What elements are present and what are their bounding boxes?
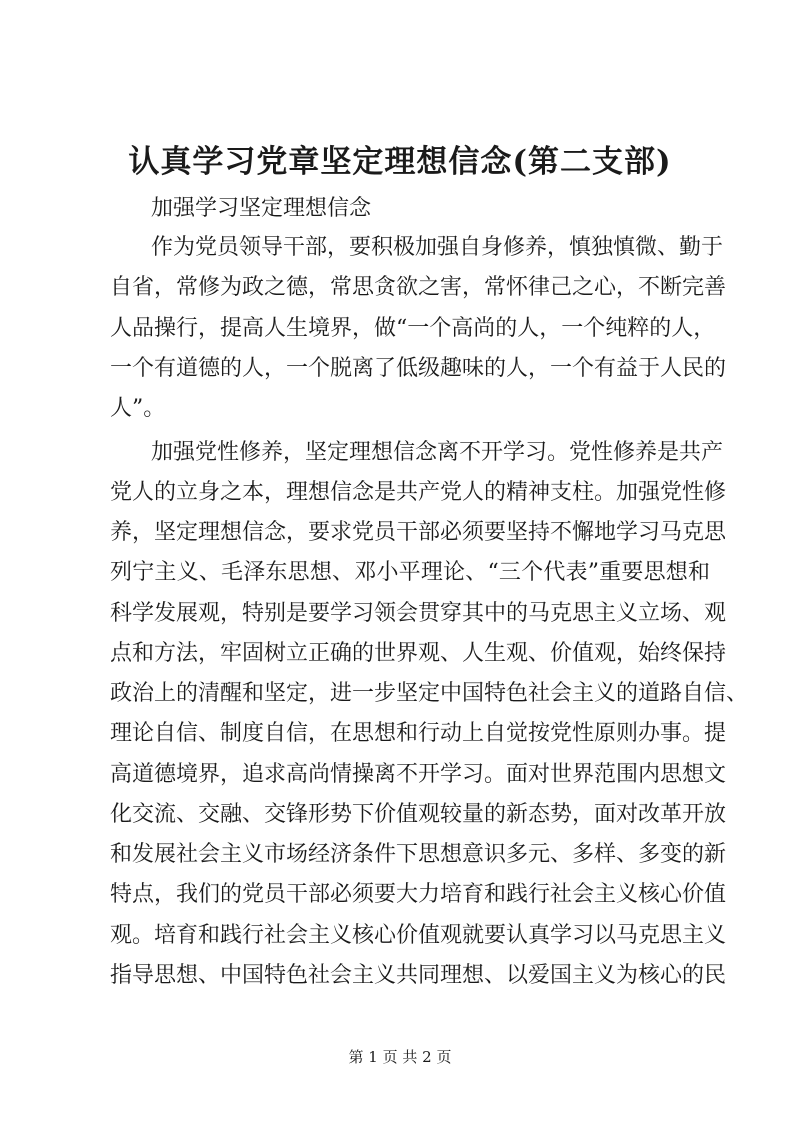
paragraph-2-line-12: 特点，我们的党员干部必须要大力培育和践行社会主义核心价值 <box>110 882 727 907</box>
paragraph-1-line-1: 作为党员领导干部，要积极加强自身修养，慎独慎微、勤于 <box>151 235 724 260</box>
paragraph-2-line-11: 和发展社会主义市场经济条件下思想意识多元、多样、多变的新 <box>110 842 727 867</box>
paragraph-1-line-4: 一个有道德的人，一个脱离了低级趣味的人，一个有益于人民的 <box>110 356 727 381</box>
paragraph-2-line-3: 养，坚定理想信念，要求党员干部必须要坚持不懈地学习马克思 <box>110 520 727 545</box>
paragraph-2-line-1: 加强党性修养，坚定理想信念离不开学习。党性修养是共产 <box>151 440 724 465</box>
paragraph-2-line-9: 高道德境界，追求高尚情操离不开学习。面对世界范围内思想文 <box>110 762 727 787</box>
document-title: 认真学习党章坚定理想信念(第二支部) <box>128 144 672 180</box>
paragraph-2-line-7: 政治上的清醒和坚定，进一步坚定中国特色社会主义的道路自信、 <box>110 681 749 706</box>
paragraph-2-line-14: 指导思想、中国特色社会主义共同理想、以爱国主义为核心的民 <box>110 963 727 988</box>
paragraph-2-line-13: 观。培育和践行社会主义核心价值观就要认真学习以马克思主义 <box>110 923 727 948</box>
paragraph-2-line-5: 科学发展观，特别是要学习领会贯穿其中的马克思主义立场、观 <box>110 601 727 626</box>
paragraph-2-line-8: 理论自信、制度自信，在思想和行动上自觉按党性原则办事。提 <box>110 721 727 746</box>
paragraph-2-line-4: 列宁主义、毛泽东思想、邓小平理论、“三个代表”重要思想和 <box>110 560 710 585</box>
paragraph-2-line-6: 点和方法，牢固树立正确的世界观、人生观、价值观，始终保持 <box>110 641 727 666</box>
page-number-footer: 第 1 页 共 2 页 <box>348 1048 452 1066</box>
paragraph-1-line-2: 自省，常修为政之德，常思贪欲之害，常怀律己之心，不断完善 <box>110 275 727 300</box>
paragraph-1-line-3: 人品操行，提高人生境界，做“一个高尚的人，一个纯粹的人， <box>110 316 716 341</box>
paragraph-2-line-2: 党人的立身之本，理想信念是共产党人的精神支柱。加强党性修 <box>110 480 727 505</box>
document-subtitle: 加强学习坚定理想信念 <box>151 196 372 221</box>
paragraph-1-line-5: 人”。 <box>110 396 166 421</box>
paragraph-2-line-10: 化交流、交融、交锋形势下价值观较量的新态势，面对改革开放 <box>110 802 727 827</box>
